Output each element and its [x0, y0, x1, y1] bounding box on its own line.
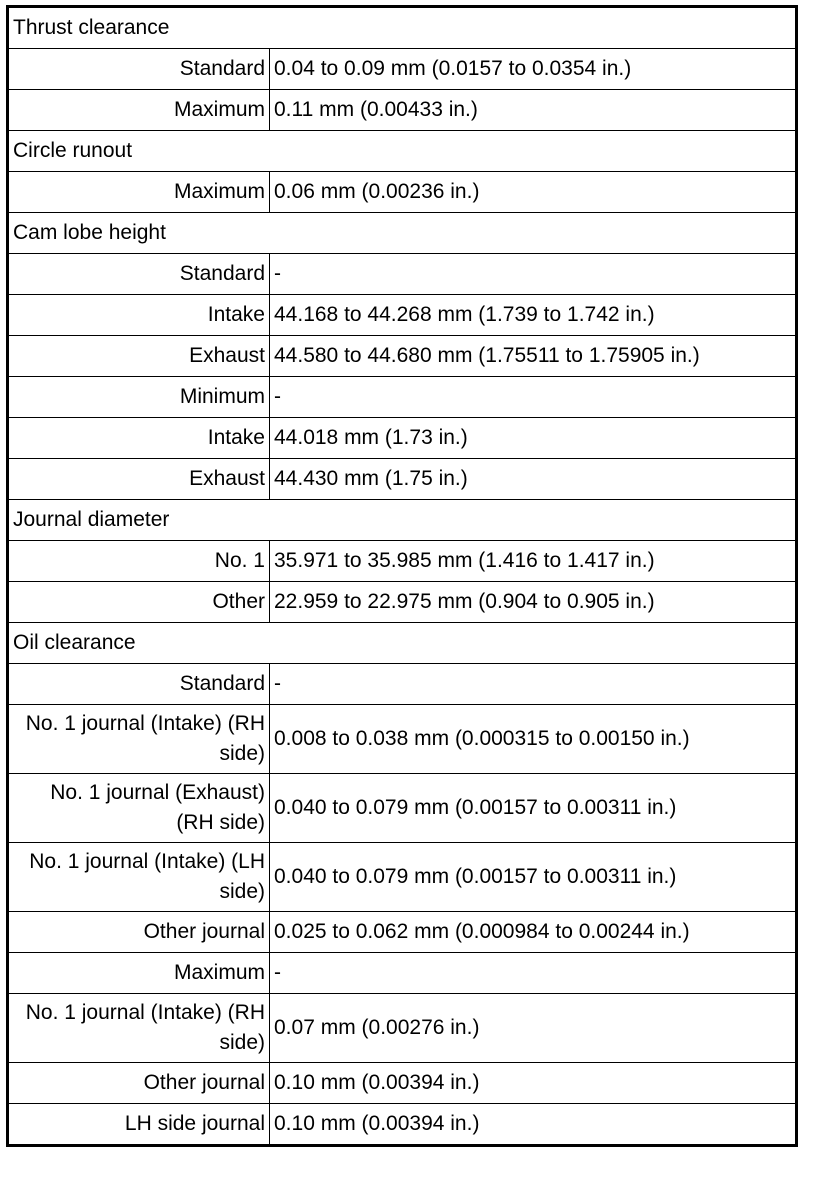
- spec-value: 35.971 to 35.985 mm (1.416 to 1.417 in.): [270, 541, 797, 582]
- spec-label: Exhaust: [8, 459, 270, 500]
- spec-value: 0.06 mm (0.00236 in.): [270, 172, 797, 213]
- spec-value: 0.008 to 0.038 mm (0.000315 to 0.00150 in.): [270, 705, 797, 774]
- spec-label: Maximum: [8, 90, 270, 131]
- spec-label: LH side journal: [8, 1104, 270, 1146]
- spec-row: [8, 994, 797, 1063]
- spec-row: [8, 953, 797, 994]
- spec-label: Standard: [8, 254, 270, 295]
- spec-label: Other: [8, 582, 270, 623]
- spec-row: [8, 705, 797, 774]
- spec-value: 0.11 mm (0.00433 in.): [270, 90, 797, 131]
- spec-value: 0.10 mm (0.00394 in.): [270, 1104, 797, 1146]
- section-header-row: [8, 623, 797, 664]
- spec-label: Maximum: [8, 172, 270, 213]
- section-header: Oil clearance: [8, 623, 797, 664]
- spec-value: 44.430 mm (1.75 in.): [270, 459, 797, 500]
- spec-value: 44.018 mm (1.73 in.): [270, 418, 797, 459]
- spec-row: [8, 664, 797, 705]
- spec-label: No. 1 journal (Intake) (RH side): [8, 705, 270, 774]
- spec-value: -: [270, 254, 797, 295]
- spec-value: 0.10 mm (0.00394 in.): [270, 1063, 797, 1104]
- spec-row: [8, 912, 797, 953]
- spec-row: [8, 774, 797, 843]
- spec-table-body: [8, 7, 797, 1146]
- spec-label: Intake: [8, 295, 270, 336]
- spec-value: 22.959 to 22.975 mm (0.904 to 0.905 in.): [270, 582, 797, 623]
- spec-value: 44.168 to 44.268 mm (1.739 to 1.742 in.): [270, 295, 797, 336]
- spec-label: No. 1 journal (Intake) (LH side): [8, 843, 270, 912]
- spec-row: [8, 90, 797, 131]
- spec-value: -: [270, 953, 797, 994]
- spec-value: 0.07 mm (0.00276 in.): [270, 994, 797, 1063]
- spec-label: No. 1 journal (Exhaust) (RH side): [8, 774, 270, 843]
- section-header: Circle runout: [8, 131, 797, 172]
- spec-row: [8, 49, 797, 90]
- camshaft-spec-table: [6, 5, 798, 1147]
- spec-row: [8, 1063, 797, 1104]
- section-header-row: [8, 7, 797, 49]
- spec-value: 0.040 to 0.079 mm (0.00157 to 0.00311 in.): [270, 774, 797, 843]
- spec-label: Minimum: [8, 377, 270, 418]
- spec-value: 0.040 to 0.079 mm (0.00157 to 0.00311 in.): [270, 843, 797, 912]
- spec-value: 0.025 to 0.062 mm (0.000984 to 0.00244 in.): [270, 912, 797, 953]
- spec-value: -: [270, 377, 797, 418]
- spec-label: Intake: [8, 418, 270, 459]
- spec-label: Exhaust: [8, 336, 270, 377]
- spec-label: Other journal: [8, 1063, 270, 1104]
- spec-row: [8, 1104, 797, 1146]
- spec-row: [8, 582, 797, 623]
- spec-row: [8, 336, 797, 377]
- spec-label: Standard: [8, 49, 270, 90]
- section-header: Thrust clearance: [8, 7, 797, 49]
- spec-row: [8, 377, 797, 418]
- spec-value: -: [270, 664, 797, 705]
- section-header: Journal diameter: [8, 500, 797, 541]
- spec-row: [8, 541, 797, 582]
- section-header-row: [8, 131, 797, 172]
- spec-value: 44.580 to 44.680 mm (1.75511 to 1.75905 in.): [270, 336, 797, 377]
- spec-label: Standard: [8, 664, 270, 705]
- spec-label: No. 1: [8, 541, 270, 582]
- spec-row: [8, 459, 797, 500]
- spec-label: Other journal: [8, 912, 270, 953]
- spec-row: [8, 418, 797, 459]
- section-header-row: [8, 213, 797, 254]
- section-header: Cam lobe height: [8, 213, 797, 254]
- spec-row: [8, 295, 797, 336]
- spec-value: 0.04 to 0.09 mm (0.0157 to 0.0354 in.): [270, 49, 797, 90]
- spec-label: Maximum: [8, 953, 270, 994]
- spec-row: [8, 172, 797, 213]
- spec-row: [8, 254, 797, 295]
- section-header-row: [8, 500, 797, 541]
- spec-row: [8, 843, 797, 912]
- spec-label: No. 1 journal (Intake) (RH side): [8, 994, 270, 1063]
